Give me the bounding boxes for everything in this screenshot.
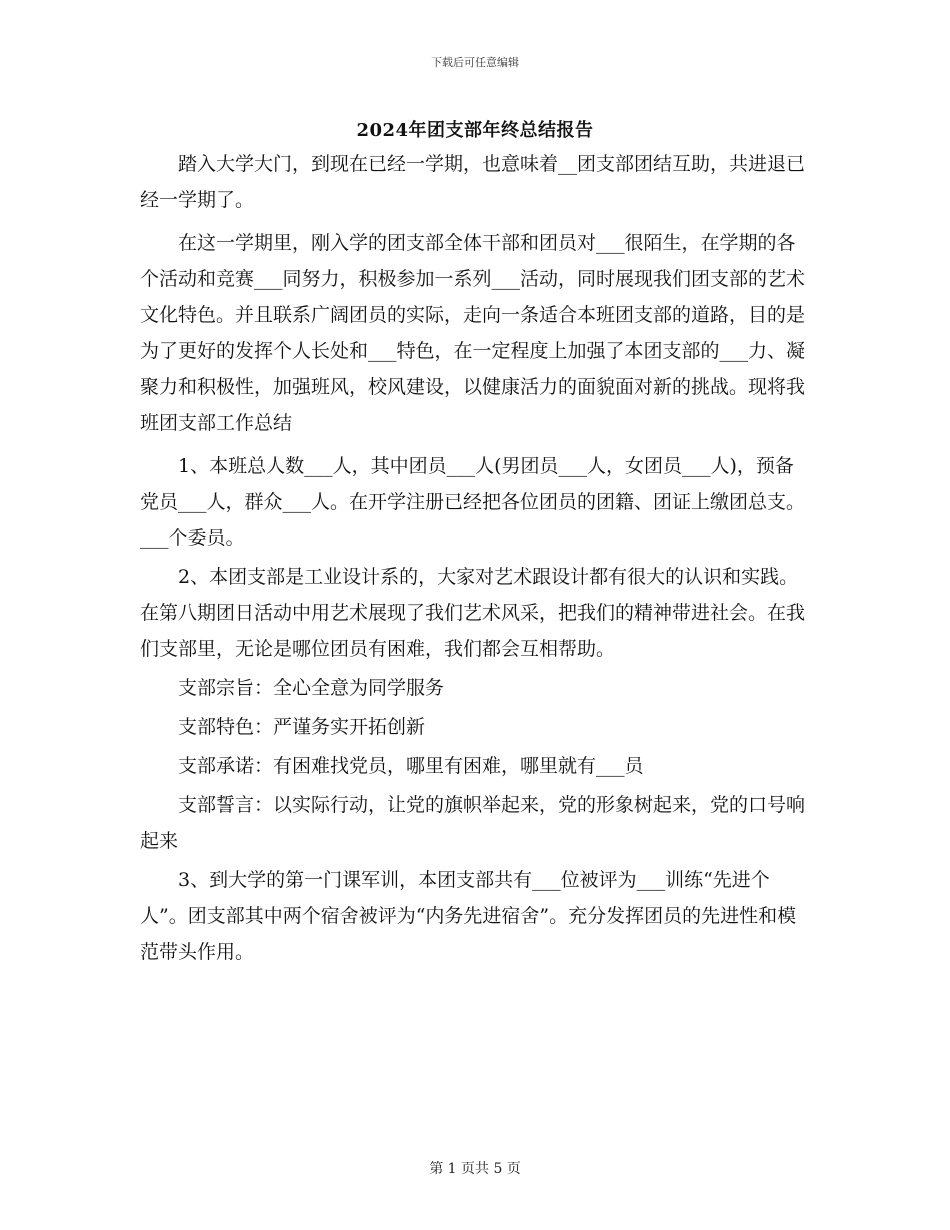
paragraph-intro: 踏入大学大门，到现在已经一学期，也意味着__团支部团结互助，共进退已经一学期了。 bbox=[140, 153, 806, 211]
header-note: 下载后可任意编辑 bbox=[431, 56, 519, 69]
paragraph-item-2: 2、本团支部是工业设计系的，大家对艺术跟设计都有很大的认识和实践。在第八期团日活动中用艺术展现了我们艺术风采，把我们的精神带进社会。在我们支部里，无论是哪位团员有困难，我们都会互相帮助。 bbox=[140, 566, 806, 660]
document-body bbox=[140, 146, 810, 970]
document-title: 2024年团支部年终总结报告 bbox=[356, 120, 594, 141]
paragraph-promise: 支部承诺：有困难找党员，哪里有困难，哪里就有___员 bbox=[178, 755, 644, 777]
page-footer: 第 1 页共 5 页 bbox=[429, 1161, 521, 1177]
paragraph-oath: 支部誓言：以实际行动，让党的旗帜举起来，党的形象树起来，党的口号响起来 bbox=[140, 794, 806, 852]
paragraph-feature: 支部特色：严谨务实开拓创新 bbox=[178, 716, 426, 738]
paragraph-item-1: 1、本班总人数___人，其中团员___人(男团员___人，女团员___人)，预备党员___人，群众___人。在开学注册已经把各位团员的团籍、团证上缴团总支。___个委员。 bbox=[140, 455, 806, 549]
paragraph-overview: 在这一学期里，刚入学的团支部全体干部和团员对___很陌生，在学期的各个活动和竞赛___同努力，积极参加一系列___活动，同时展现我们团支部的艺术文化特色。并且联系广阔团员的实际，走向一条适合本班团支部的道路，目的是为了更好的发挥个人长处和___特色，在一定程度上加强了本团支部的___力、凝聚力和积极性，加强班风，校风建设，以健康活力的面貌面对新的挑战。现将我班团支部工作总结 bbox=[140, 232, 806, 434]
paragraph-item-3: 3、到大学的第一门课军训，本团支部共有___位被评为___训练“先进个人”。团支部其中两个宿舍被评为“内务先进宿舍”。充分发挥团员的先进性和模范带头作用。 bbox=[140, 869, 797, 963]
paragraph-purpose: 支部宗旨：全心全意为同学服务 bbox=[178, 677, 445, 699]
